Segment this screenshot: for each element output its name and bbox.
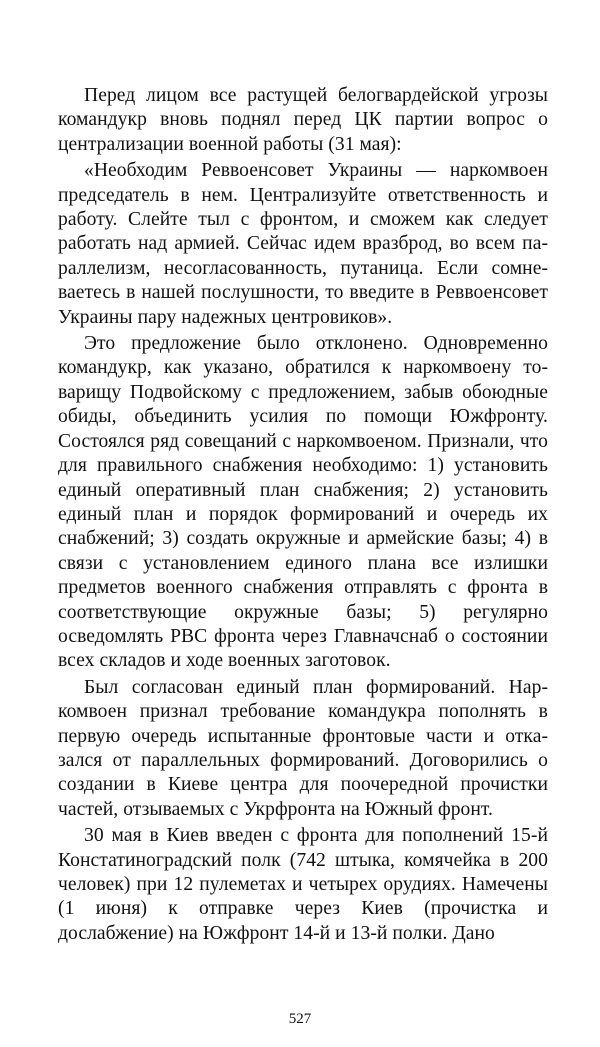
paragraph-1: Перед лицом все растущей белогвардейской угрозы командукр вновь поднял перед ЦК партии вопрос о централизации военной работы (31 мая):: [58, 85, 548, 155]
paragraph-2-quote: «Необходим Реввоенсовет Украины — наркомвоен председатель в нем. Централизуйте ответственность и работу. Слейте тыл с фронтом, и сможем как следует работать над армией. Сейчас идем вразброд, во всем параллелизм, несогласованность, путаница. Если сомневаетесь в нашей послушности, то введите в Реввоенсовет Украины пару надежных центровиков».: [58, 160, 548, 328]
paragraph-3: Это предложение было отклонено. Одновременно командукр, как указано, обратился к наркомвоену товарищу Подвойскому с предложением, забыв обоюдные обиды, объединить усилия по помощи Южфронту. Состоялся ряд совещаний с наркомвоеном. Признали, что для правильного снабжения необходимо: 1) установить единый оперативный план снабжения; 2) установить единый план и порядок формирований и очередь их снабжений; 3) создать окружные и армейские базы; 4) в связи с установлением единого плана все излишки предметов военного снабжения отправлять с фронта в соответствующие окружные базы; 5) регулярно осведомлять РВС фронта через Главначснаб о состоянии всех складов и ходе военных заготовок.: [58, 333, 548, 672]
page-body: [58, 84, 548, 946]
paragraph-5: 30 мая в Киев введен с фронта для пополнений 15-й Констатиноградский полк (742 штыка, комячейка в 200 человек) при 12 пулеметах и четырех орудиях. Намечены (1 июня) к отправке через Киев (прочистка и дослабжение) на Южфронт 14-й и 13-й полки. Дано: [58, 825, 548, 944]
page-number: 527: [288, 1011, 312, 1027]
paragraph-4: Был согласован единый план формирований. Наркомвоен признал требование командукра пополнять в первую очередь испытанные фронтовые части и отказался от параллельных формирований. Договорились о создании в Киеве центра для поочередной прочистки частей, отзываемых с Укрфронта на Южный фронт.: [58, 676, 548, 820]
